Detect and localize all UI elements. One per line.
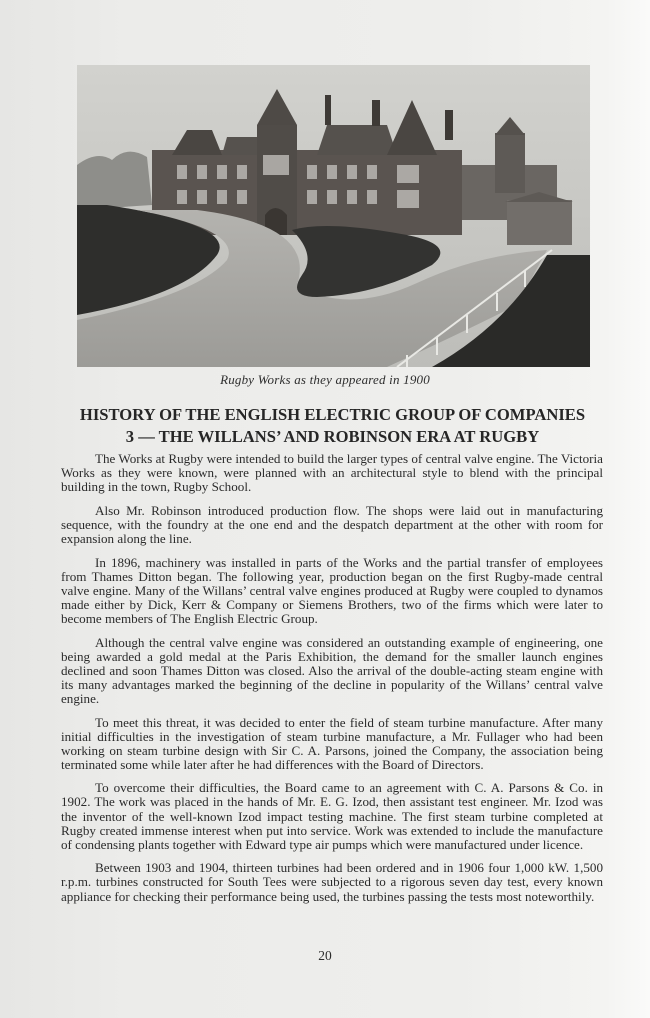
paragraph: In 1896, machinery was installed in parts of the Works and the partial transfer of employees from Thames Ditton began. The following year, production began on the first Rugby-made central valve engine. Many of the Willans’ central valve engines produced at Rugby were coupled to dynamos made either by Dick, Kerr & Company or Siemens Brothers, two of the firms which were later to become members of The English Electric Group. xyxy=(61,554,603,626)
title-line-1: HISTORY OF THE ENGLISH ELECTRIC GROUP OF COMPANIES xyxy=(79,405,586,424)
page-number: 20 xyxy=(318,948,332,963)
paragraph: Between 1903 and 1904, thirteen turbines had been ordered and in 1906 four 1,000 kW. 1,500 r.p.m. turbines constructed for South Tees were subjected to a rigorous seven day test, every known appliance for checking their performance being used, the turbines passing the tests most noteworthily. xyxy=(61,860,603,904)
paragraph: The Works at Rugby were intended to build the larger types of central valve engine. The Victoria Works as they were known, were planned with an architectural style to blend with the principal building in the town, Rugby School. xyxy=(61,451,603,495)
photo-caption: Rugby Works as they appeared in 1900 xyxy=(220,372,430,387)
title-line-2: 3 — THE WILLANS’ AND ROBINSON ERA AT RUGBY xyxy=(125,427,540,446)
article-title xyxy=(40,404,625,448)
paragraph: To meet this threat, it was decided to enter the field of steam turbine manufacture. After many initial difficulties in the investigation of steam turbine manufacture, a Mr. Fullager who had been working on steam turbine design with Sir C. A. Parsons, joined the Company, the association being terminated some while later after he had differences with the Board of Directors. xyxy=(61,714,603,772)
article-body xyxy=(61,452,603,913)
building-photo-illustration xyxy=(77,65,590,367)
paragraph: Also Mr. Robinson introduced production flow. The shops were laid out in manufacturing sequence, with the foundry at the one end and the despatch department at the other with room for expansion along the line. xyxy=(61,502,603,546)
rugby-works-photo xyxy=(77,65,590,367)
paragraph: To overcome their difficulties, the Board came to an agreement with C. A. Parsons & Co. in 1902. The work was placed in the hands of Mr. E. G. Izod, then assistant test engineer. Mr. Izod was the inventor of the well-known Izod impact testing machine. The first steam turbine completed at Rugby created immense interest when put into service. Work was extended to include the manufacture of condensing plants together with Edward type air pumps which were manufactured under licence. xyxy=(61,780,603,852)
paragraph: Although the central valve engine was considered an outstanding example of engineering, one being awarded a gold medal at the Paris Exhibition, the demand for the smaller launch engines declined and soon Thames Ditton was closed. Also the arrival of the double-acting steam engine with its many advantages marked the beginning of the decline in popularity of the Willans’ central valve engine. xyxy=(61,634,603,706)
